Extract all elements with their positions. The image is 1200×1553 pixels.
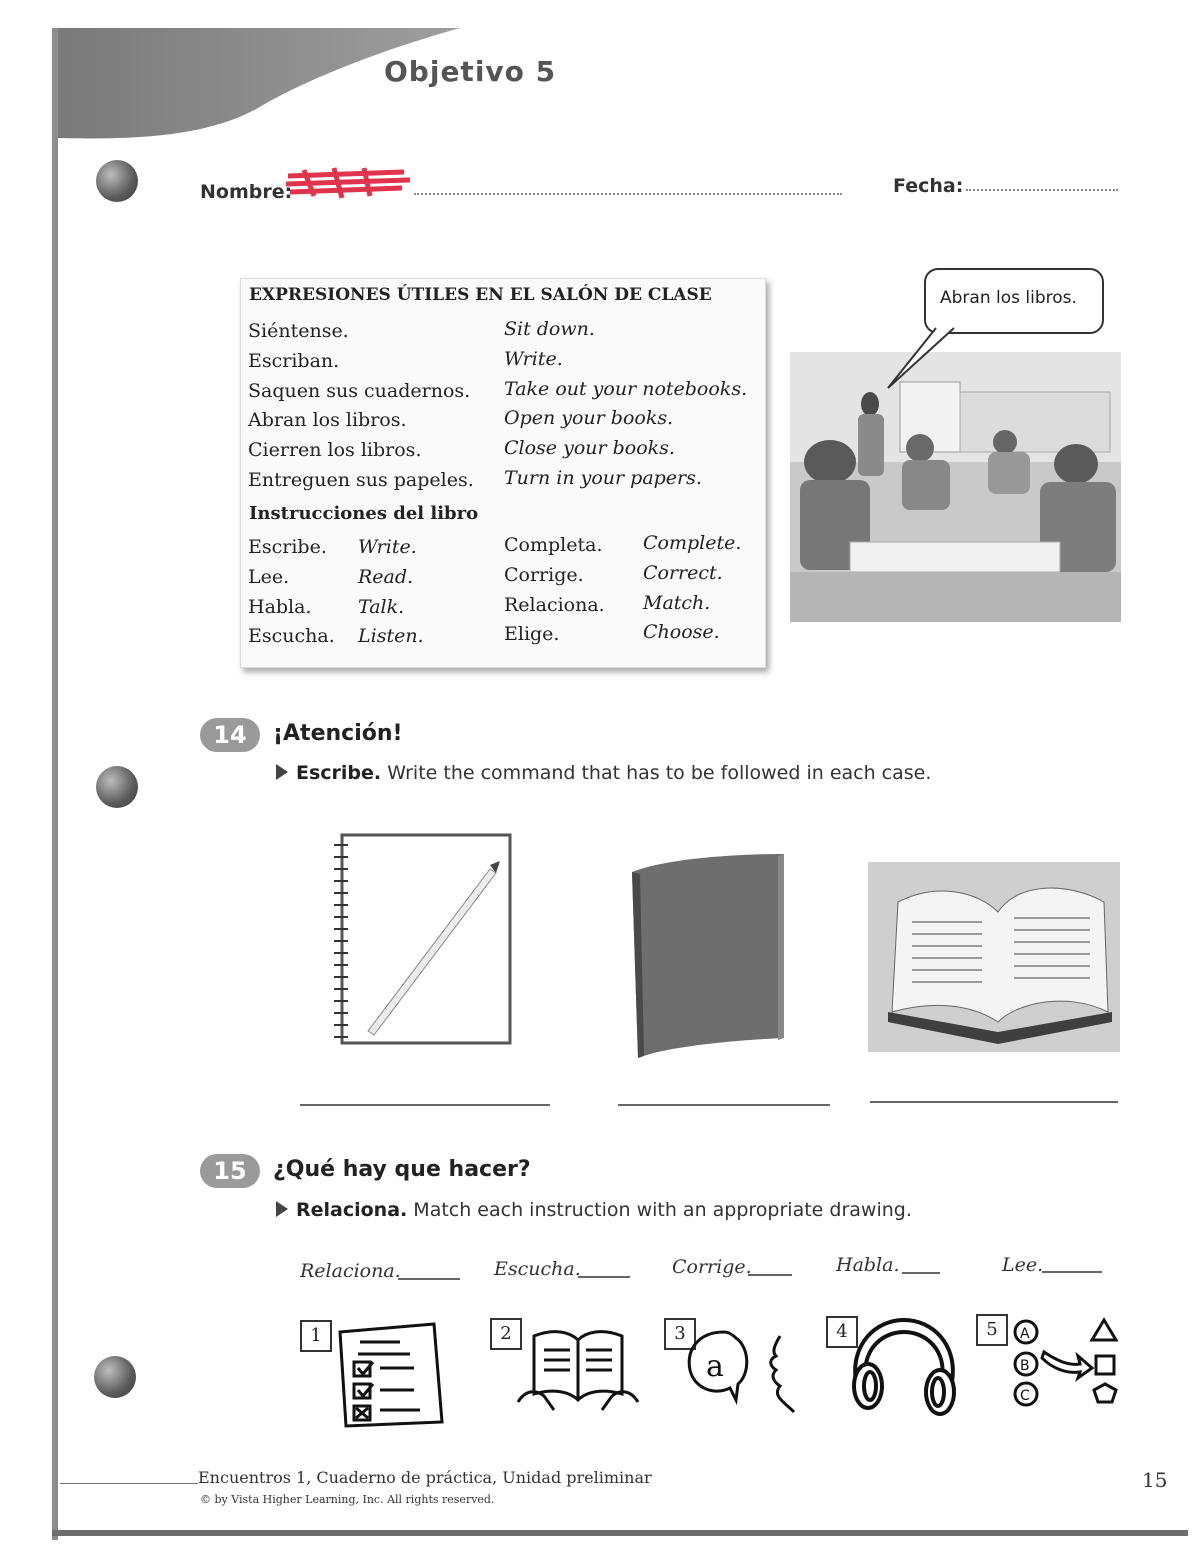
page-border-left	[52, 28, 58, 1540]
expression-es: Entreguen sus papeles.	[248, 468, 474, 491]
expressions-english-column	[504, 315, 747, 494]
expression-es: Siéntense.	[248, 320, 349, 342]
checklist-icon	[336, 1322, 448, 1428]
answer-line-3[interactable]	[870, 1101, 1118, 1103]
answer-line-2[interactable]	[618, 1104, 830, 1106]
instruction-es: Lee.	[248, 565, 290, 588]
instruction-es: Completa.	[504, 534, 603, 556]
drawing-number: 1	[300, 1320, 332, 1352]
match-blank[interactable]	[902, 1272, 940, 1274]
match-word: Escucha.	[494, 1258, 581, 1280]
footer-title: Encuentros 1, Cuaderno de práctica, Unidad preliminar	[198, 1468, 652, 1487]
drawing-number: 4	[826, 1316, 858, 1348]
expression-en: Open your books.	[504, 407, 674, 430]
instruction-en: Match.	[643, 591, 711, 614]
page-title: Objetivo 5	[384, 55, 557, 88]
closed-book-drawing	[628, 848, 788, 1060]
drawing-number: 3	[664, 1318, 696, 1350]
instruction-en: Write.	[358, 536, 417, 558]
instructions-spanish-col-1	[248, 533, 335, 652]
match-word: Habla.	[836, 1254, 900, 1276]
vocabulary-box	[240, 278, 766, 668]
expressions-spanish-column	[248, 317, 474, 496]
play-triangle-icon	[276, 1201, 288, 1217]
match-word: Corrige.	[672, 1256, 752, 1278]
instructions-subheading: Instrucciones del libro	[249, 503, 479, 524]
page-number: 15	[1142, 1468, 1168, 1492]
answer-line-1[interactable]	[300, 1104, 550, 1106]
footer-copyright: © by Vista Higher Learning, Inc. All rights reserved.	[200, 1493, 495, 1506]
activity-15-verb: Relaciona.	[296, 1199, 408, 1221]
header-swoosh	[58, 28, 478, 148]
activity-15-number: 15	[200, 1154, 260, 1188]
binder-hole-icon	[96, 766, 138, 808]
activity-14-instruction-text: Write the command that has to be followed in each case.	[387, 762, 932, 784]
binder-hole-icon	[94, 1356, 136, 1398]
instruction-en: Talk.	[358, 595, 405, 618]
instruction-en: Choose.	[643, 621, 720, 644]
instruction-es: Relaciona.	[504, 593, 605, 616]
expression-es: Abran los libros.	[248, 409, 407, 432]
speech-bubble-tail	[880, 326, 960, 396]
expression-en: Write.	[504, 347, 563, 370]
instruction-en: Listen.	[358, 625, 424, 648]
activity-15-title: ¿Qué hay que hacer?	[273, 1157, 531, 1182]
binder-hole-icon	[96, 160, 138, 202]
speech-bubble-text: Abran los libros.	[940, 288, 1077, 308]
headphones-icon	[846, 1314, 962, 1418]
match-word: Relaciona.	[300, 1260, 401, 1282]
expression-es: Cierren los libros.	[248, 439, 422, 462]
match-blank[interactable]	[398, 1278, 460, 1280]
vocab-heading: EXPRESIONES ÚTILES EN EL SALÓN DE CLASE	[249, 285, 712, 305]
date-label: Fecha:	[893, 175, 964, 197]
notebook-pencil-drawing	[330, 833, 514, 1047]
match-word: Lee.	[1002, 1254, 1044, 1276]
instructions-english-col-2	[643, 529, 741, 648]
activity-14-instructions	[276, 762, 931, 784]
play-triangle-icon	[276, 764, 288, 780]
reading-book-icon	[514, 1322, 642, 1422]
svg-text:B: B	[1020, 1358, 1030, 1374]
expression-es: Escriban.	[248, 349, 340, 372]
match-blank[interactable]	[578, 1276, 630, 1278]
instruction-en: Read.	[358, 565, 414, 588]
speaking-icon	[684, 1326, 804, 1418]
instructions-spanish-col-2	[504, 531, 605, 650]
activity-14-title: ¡Atención!	[273, 721, 403, 746]
redaction-mark	[284, 162, 414, 202]
match-blank[interactable]	[748, 1274, 792, 1276]
instructions-english-col-1	[358, 533, 424, 652]
instruction-es: Escribe.	[248, 536, 327, 558]
svg-text:C: C	[1020, 1388, 1030, 1404]
footer-rule	[60, 1483, 198, 1484]
expression-en: Sit down.	[504, 318, 595, 340]
activity-15-instructions	[276, 1199, 912, 1221]
activity-14-verb: Escribe.	[296, 762, 382, 784]
activity-14-number: 14	[200, 718, 260, 752]
expression-en: Close your books.	[504, 437, 675, 460]
expression-es: Saquen sus cuadernos.	[248, 379, 471, 402]
svg-text:a: a	[706, 1349, 724, 1384]
match-blank[interactable]	[1042, 1271, 1102, 1273]
open-book-photo	[868, 862, 1120, 1052]
expression-en: Take out your notebooks.	[504, 377, 748, 400]
instruction-en: Correct.	[643, 561, 723, 584]
name-label: Nombre:	[200, 181, 293, 203]
instruction-en: Complete.	[643, 532, 742, 554]
match-shapes-icon	[1010, 1316, 1122, 1410]
speech-bubble	[924, 268, 1104, 334]
date-field[interactable]	[966, 189, 1118, 191]
instruction-es: Habla.	[248, 595, 312, 618]
drawing-number: 2	[490, 1318, 522, 1350]
instruction-es: Escucha.	[248, 625, 335, 648]
page-border-bottom	[52, 1530, 1188, 1536]
drawing-number: 5	[976, 1314, 1008, 1346]
activity-15-instruction-text: Match each instruction with an appropriate drawing.	[413, 1199, 912, 1221]
expression-en: Turn in your papers.	[504, 466, 702, 489]
name-field[interactable]	[414, 193, 842, 195]
svg-text:A: A	[1020, 1326, 1030, 1342]
instruction-es: Elige.	[504, 623, 560, 646]
instruction-es: Corrige.	[504, 563, 584, 586]
